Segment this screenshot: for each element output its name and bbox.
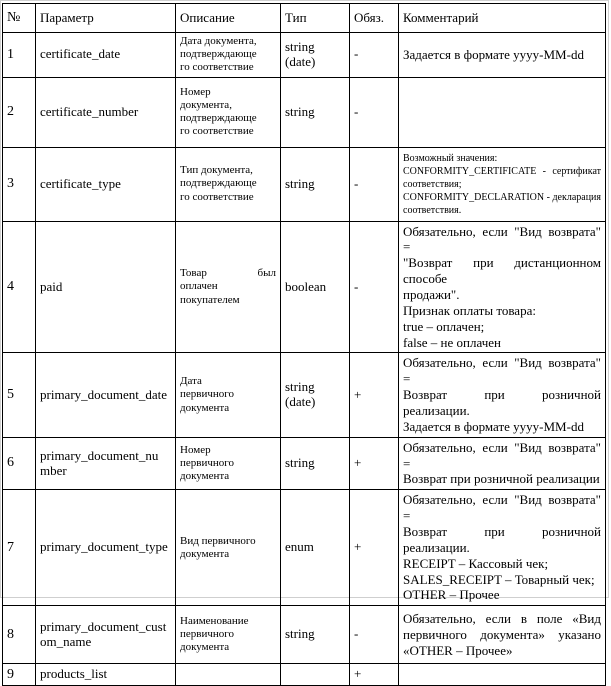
header-comment: Комментарий [399, 4, 606, 33]
header-desc: Описание [176, 4, 281, 33]
comment-line: Обязательно, если "Вид возврата" = [403, 223, 601, 255]
param-type: string [281, 437, 350, 490]
header-required: Обяз. [350, 4, 399, 33]
description-line: документа [180, 547, 230, 560]
comment-line: false – не оплачен [403, 334, 501, 350]
comment-line: Задается в формате yyyy-MM-dd [403, 418, 584, 434]
param-description [176, 147, 281, 221]
row-number: 7 [3, 490, 36, 606]
table-header-row [3, 4, 606, 33]
table-row [3, 606, 606, 664]
param-name: products_list [36, 664, 176, 686]
param-comment [399, 77, 606, 147]
param-type: enum [281, 490, 350, 606]
param-type: string (date) [281, 33, 350, 78]
param-required: - [350, 221, 399, 353]
comment-line: продажи". [403, 287, 460, 302]
param-name: primary_document_nu mber [36, 437, 176, 490]
description-line: Дата [180, 375, 202, 388]
row-number: 5 [3, 353, 36, 437]
param-description [176, 77, 281, 147]
table-row [3, 221, 606, 353]
param-description [176, 606, 281, 664]
param-type: string (date) [281, 353, 350, 437]
comment-line: "Возврат при дистанционном способе [403, 255, 601, 287]
comment-line: Возврат при розничной реализации. [403, 387, 601, 419]
param-comment [399, 606, 606, 664]
param-required: + [350, 490, 399, 606]
param-name: primary_document_cust om_name [36, 606, 176, 664]
comment-line: соответствия; [403, 178, 462, 190]
description-line: Товар был [180, 267, 276, 280]
description-line: документа [180, 470, 230, 483]
param-type: string [281, 606, 350, 664]
comment-line: соответствия. [403, 204, 462, 216]
header-type: Тип [281, 4, 350, 33]
description-line: Наименование [180, 615, 249, 628]
param-name: certificate_type [36, 147, 176, 221]
comment-line: CONFORMITY_DECLARATION - декларация [403, 191, 601, 203]
comment-line: Возможный значения: [403, 152, 498, 164]
comment-line: true – оплачен; [403, 318, 485, 334]
row-number: 3 [3, 147, 36, 221]
description-line: документа [180, 401, 230, 414]
comment-line: Обязательно, если "Вид возврата" = [403, 355, 601, 387]
comment-line: Задается в формате yyyy-MM-dd [403, 46, 584, 62]
param-required: + [350, 437, 399, 490]
comment-line: Обязательно, если "Вид возврата" = [403, 492, 601, 524]
comment-line: Обязательно, если "Вид возврата" = [403, 439, 601, 471]
param-name: certificate_number [36, 77, 176, 147]
param-name: certificate_date [36, 33, 176, 78]
description-line: первичного [180, 388, 235, 401]
param-required: + [350, 664, 399, 686]
row-number: 1 [3, 33, 36, 78]
description-line: подтверждающе [180, 112, 257, 125]
param-description [176, 353, 281, 437]
param-required: + [350, 353, 399, 437]
description-line: Дата документа, [180, 35, 257, 47]
description-line: го соответствие [180, 125, 254, 138]
param-required: - [350, 77, 399, 147]
description-line: документа [180, 641, 230, 654]
parameters-table [2, 3, 606, 686]
description-line: го соответствие [180, 190, 254, 203]
param-comment [399, 353, 606, 437]
param-name: primary_document_type [36, 490, 176, 606]
param-type: string [281, 77, 350, 147]
param-type: boolean [281, 221, 350, 353]
comment-line: Возврат при розничной реализации. [403, 524, 601, 555]
table-row [3, 437, 606, 490]
table-row [3, 664, 606, 686]
param-required: - [350, 147, 399, 221]
row-number: 2 [3, 77, 36, 147]
description-line: Вид первичного [180, 534, 256, 547]
header-num: № [3, 4, 36, 33]
param-comment [399, 33, 606, 78]
param-type: string [281, 147, 350, 221]
comment-line: «OTHER – Прочее» [403, 642, 513, 658]
table-row [3, 33, 606, 78]
description-line: Номер [180, 85, 211, 98]
description-line: подтверждающе [180, 177, 257, 190]
table-row [3, 147, 606, 221]
param-description [176, 437, 281, 490]
param-type [281, 664, 350, 686]
param-comment [399, 147, 606, 221]
param-description [176, 33, 281, 78]
description-line: документа, [180, 98, 232, 111]
table-row [3, 353, 606, 437]
param-required: - [350, 606, 399, 664]
param-comment [399, 437, 606, 490]
row-number: 8 [3, 606, 36, 664]
comment-line: первичного документа» указано [403, 626, 601, 642]
header-param: Параметр [36, 4, 176, 33]
comment-line: SALES_RECEIPT – Товарный чек; [403, 571, 595, 587]
row-number: 6 [3, 437, 36, 490]
table-row [3, 490, 606, 606]
description-line: оплачен [180, 280, 218, 293]
description-line: Номер [180, 443, 211, 456]
comment-line: RECEIPT – Кассовый чек; [403, 555, 549, 571]
param-comment [399, 221, 606, 353]
description-line: го соответствие [180, 61, 254, 74]
description-line: Тип документа, [180, 164, 253, 177]
param-name: primary_document_date [36, 353, 176, 437]
description-line: покупателем [180, 293, 240, 306]
table-row [3, 77, 606, 147]
comment-line: Обязательно, если в поле «Вид [403, 611, 601, 627]
description-line: первичного [180, 628, 235, 641]
row-number: 4 [3, 221, 36, 353]
comment-line: Признак оплаты товара: [403, 302, 536, 318]
description-line: первичного [180, 456, 235, 469]
param-description [176, 490, 281, 606]
param-description [176, 221, 281, 353]
row-number: 9 [3, 664, 36, 686]
param-name: paid [36, 221, 176, 353]
description-line: подтверждающе [180, 48, 257, 61]
comment-line: CONFORMITY_CERTIFICATE - сертификат [403, 165, 601, 177]
comment-line: OTHER – Прочее [403, 587, 500, 603]
comment-line: Возврат при розничной реализации [403, 471, 600, 487]
param-comment [399, 664, 606, 686]
param-comment [399, 490, 606, 606]
param-required: - [350, 33, 399, 78]
param-description [176, 664, 281, 686]
